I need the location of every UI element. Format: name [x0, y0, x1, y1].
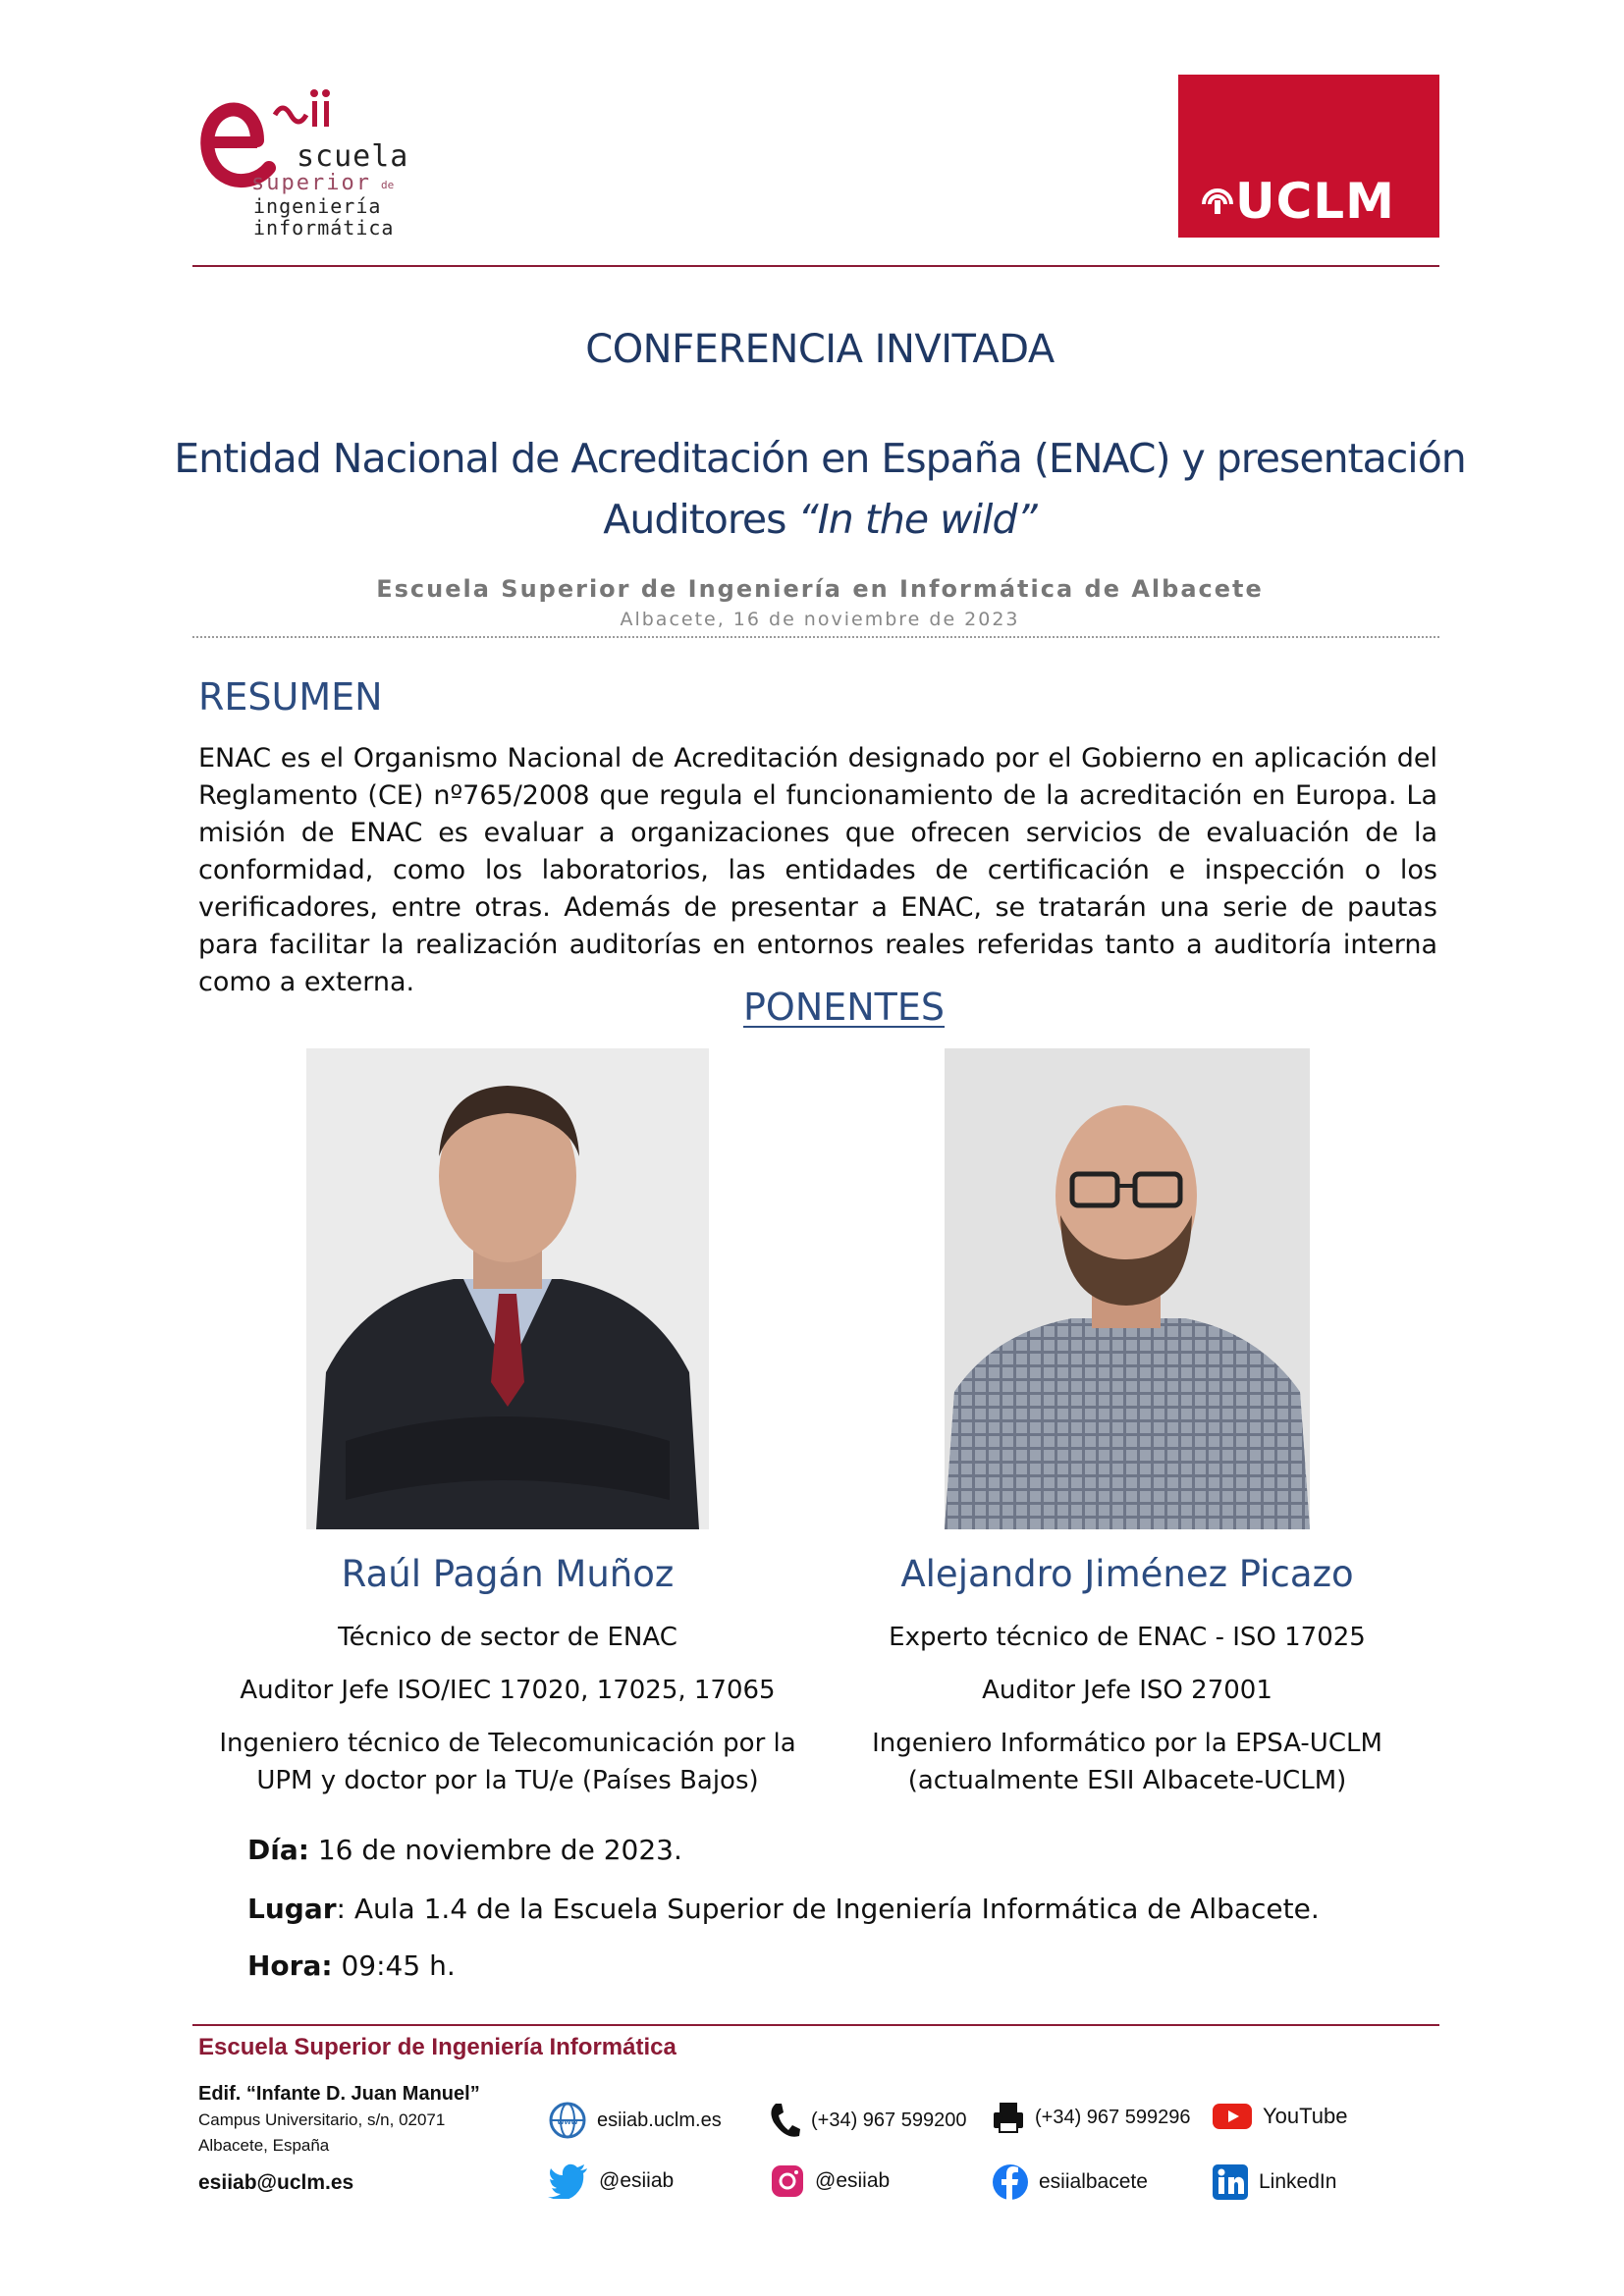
- kicker-title: CONFERENCIA INVITADA: [585, 327, 1055, 372]
- header-divider: [192, 265, 1439, 267]
- linkedin-link[interactable]: [1212, 2163, 1336, 2201]
- footer-divider: [192, 2024, 1439, 2026]
- speaker-1-edu-line1: Ingeniero técnico de Telecomunicación por la: [219, 1729, 796, 1758]
- facebook-link[interactable]: [992, 2163, 1148, 2201]
- event-day-value: 16 de noviembre de 2023.: [308, 1834, 682, 1866]
- fax-icon: [992, 2101, 1025, 2134]
- esii-logo-word-superior: superior: [251, 171, 371, 195]
- speaker-1-edu-line2: UPM y doctor por la TU/e (Países Bajos): [256, 1766, 759, 1795]
- footer-address-line1: Campus Universitario, s/n, 02071: [198, 2110, 446, 2129]
- speakers-heading: PONENTES: [743, 986, 946, 1029]
- uclm-logo-text: UCLM: [1235, 173, 1395, 230]
- twitter-link[interactable]: [548, 2163, 674, 2199]
- youtube-icon: [1212, 2101, 1253, 2132]
- footer-building: Edif. “Infante D. Juan Manuel”: [198, 2083, 480, 2105]
- school-name: Escuela Superior de Ingeniería en Informática de Albacete: [376, 575, 1264, 603]
- speaker-2-name: Alejandro Jiménez Picazo: [900, 1553, 1354, 1595]
- phone-link[interactable]: [768, 2101, 966, 2140]
- uclm-logo: [1178, 75, 1439, 238]
- speaker-2-photo: [945, 1048, 1310, 1529]
- web-link[interactable]: [548, 2101, 722, 2140]
- event-place-value: : Aula 1.4 de la Escuela Superior de Ingeniería Informática de Albacete.: [336, 1893, 1320, 1925]
- speaker-1-name: Raúl Pagán Muñoz: [341, 1553, 675, 1595]
- speaker-2-edu-line1: Ingeniero Informático por la EPSA-UCLM: [872, 1729, 1382, 1758]
- uclm-emblem-icon: [1198, 179, 1237, 218]
- speaker-2-edu-line2: (actualmente ESII Albacete-UCLM): [907, 1766, 1347, 1795]
- youtube-link-text: YouTube: [1263, 2104, 1348, 2128]
- twitter-link-text: @esiiab: [599, 2169, 675, 2192]
- facebook-icon: [992, 2163, 1029, 2201]
- talk-title-line2: [196, 496, 1443, 543]
- youtube-link[interactable]: [1212, 2101, 1347, 2132]
- esii-logo-word-informatica: informática: [253, 216, 395, 240]
- instagram-link[interactable]: [770, 2163, 890, 2199]
- web-link-text: esiiab.uclm.es: [597, 2109, 722, 2131]
- speaker-2-cert: Auditor Jefe ISO 27001: [982, 1676, 1272, 1705]
- twitter-icon: [548, 2163, 589, 2199]
- instagram-link-text: @esiiab: [815, 2169, 891, 2192]
- event-day-label: Día:: [247, 1834, 309, 1866]
- event-time-label: Hora:: [247, 1949, 333, 1982]
- phone-link-text: (+34) 967 599200: [811, 2109, 967, 2131]
- speaker-2-role: Experto técnico de ENAC - ISO 17025: [889, 1623, 1366, 1652]
- esii-logo-word-de: de: [381, 179, 395, 191]
- linkedin-link-text: LinkedIn: [1259, 2170, 1337, 2193]
- event-day: [247, 1834, 682, 1866]
- title-divider: [192, 636, 1439, 638]
- place-date: Albacete, 16 de noviembre de 2023: [620, 609, 1020, 630]
- summary-text: ENAC es el Organismo Nacional de Acreditación designado por el Gobierno en aplicación del Reglamento (CE) nº765/2008 que regula el funcionamiento de la acreditación en Europa. La misión de ENAC es evaluar a organizaciones que ofrecen servicios de evaluación de la conformidad, como los laboratorios, las entidades de certificación e inspección o los verificadores, entre otras. Además de presentar a ENAC, se tratarán una serie de pautas para facilitar la realización auditorías en entornos reales referidas tanto a auditoría interna como a externa.: [198, 743, 1437, 997]
- esii-logo-word-escuela: scuela: [297, 139, 409, 174]
- speaker-1-role: Técnico de sector de ENAC: [338, 1623, 677, 1652]
- event-time: [247, 1949, 456, 1982]
- speaker-1-cert: Auditor Jefe ISO/IEC 17020, 17025, 17065: [240, 1676, 776, 1705]
- fax-link-text: (+34) 967 599296: [1035, 2106, 1191, 2128]
- linkedin-icon: [1212, 2163, 1249, 2201]
- event-time-value: 09:45 h.: [332, 1949, 456, 1982]
- svg-text:www: www: [557, 2116, 578, 2126]
- globe-icon: [548, 2101, 587, 2140]
- talk-title-italic: “In the wild”: [797, 496, 1037, 543]
- event-place-label: Lugar: [247, 1893, 337, 1925]
- talk-title-prefix: Auditores: [603, 496, 798, 543]
- footer-email[interactable]: esiiab@uclm.es: [198, 2171, 354, 2194]
- phone-icon: [768, 2101, 801, 2140]
- esii-logo-word-ingenieria: ingeniería: [253, 194, 382, 218]
- speaker-1-photo: [306, 1048, 709, 1529]
- event-place: [247, 1893, 1320, 1925]
- facebook-link-text: esiialbacete: [1039, 2170, 1148, 2193]
- footer-school: Escuela Superior de Ingeniería Informática: [198, 2034, 677, 2060]
- summary-heading: RESUMEN: [198, 675, 383, 719]
- talk-title-line1: Entidad Nacional de Acreditación en España (ENAC) y presentación: [174, 435, 1466, 482]
- footer-address-line2: Albacete, España: [198, 2136, 330, 2155]
- fax-link[interactable]: [992, 2101, 1190, 2134]
- instagram-icon: [770, 2163, 805, 2199]
